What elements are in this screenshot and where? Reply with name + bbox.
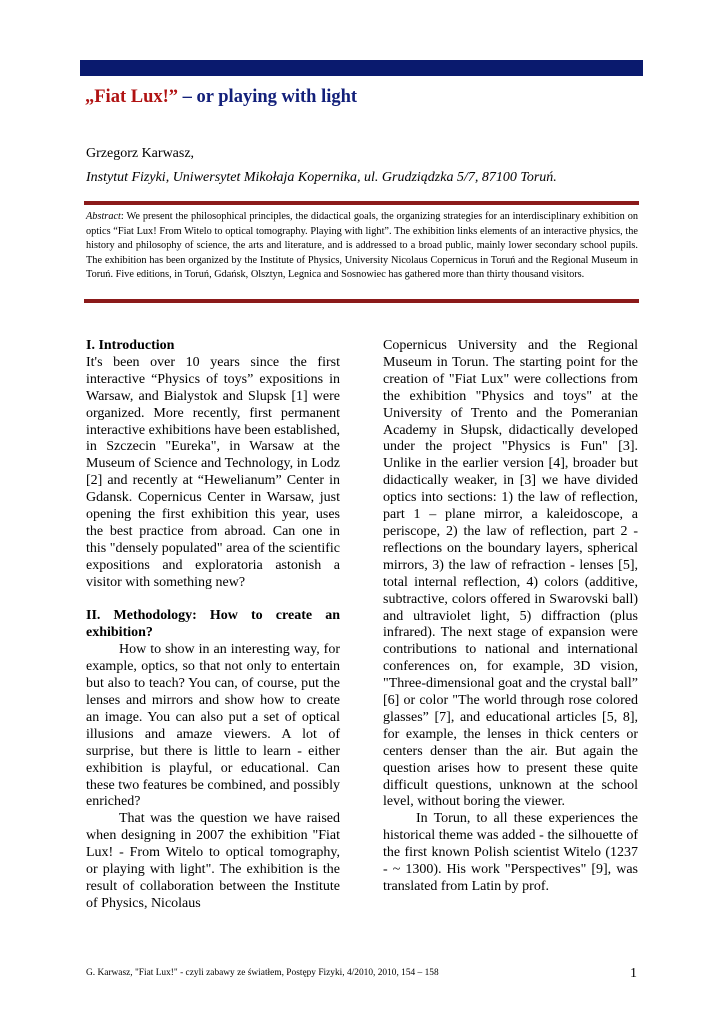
footer-citation: G. Karwasz, "Fiat Lux!" - czyli zabawy ze światłem, Postępy Fizyki, 4/2010, 2010, 154 – 158 [86, 968, 439, 978]
author-affiliation: Instytut Fizyki, Uniwersytet Mikołaja Kopernika, ul. Grudziądzka 5/7, 87100 Toruń. [86, 170, 557, 185]
right-column [383, 338, 638, 896]
methodology-paragraph-2: That was the question we have raised when designing in 2007 the exhibition "Fiat Lux! - From Witelo to optical tomography, or playing with light". The exhibition is the result of collaboration between the Institute of Physics, Nicolaus [86, 811, 340, 911]
abstract-text: : We present the philosophical principles, the didactical goals, the organizing strategies for an interdisciplinary exhibition on optics “Fiat Lux! From Witelo to optical tomography. Playing with light”. The exhibition links elements of an interactive physics, the history and philosophy of science, the arts and literature, and is addressed to a broad public, mainly lower secondary school pupils. The exhibition has been organized by the Institute of Physics, University Nicolaus Copernicus in Toruń and the Regional Museum in Toruń. Five editions, in Toruń, Gdańsk, Olsztyn, Legnica and Sosnowiec has gathered more than thirty thousand visitors. [86, 211, 638, 281]
title-quoted: „Fiat Lux!” [85, 87, 179, 107]
abstract-bottom-rule [84, 299, 639, 303]
abstract [86, 210, 638, 283]
methodology-paragraph-3: In Torun, to all these experiences the historical theme was added - the silhouette of the first known Polish scientist Witelo (1237 - ~ 1300). His work "Perspectives" [9], was translated from Latin by prof. [383, 811, 638, 894]
abstract-label: Abstract [86, 211, 121, 222]
page-number: 1 [630, 966, 637, 981]
section-heading-methodology: II. Methodology: How to create an exhibition? [86, 608, 340, 641]
introduction-paragraph: It's been over 10 years since the first interactive “Physics of toys” expositions in Warsaw, and Bialystok and Slupsk [1] were organized. More recently, first permanent interactive exhibitions have been established, in Szczecin "Eureka", in Warsaw at the Museum of Science and Technology, in Lodz [2] and recently at “Hewelianum” Center in Gdansk. Copernicus Center in Warsaw, just opening the first exhibition this year, uses the best practice from abroad. Can one in this "densely populated" area of the scientific expositions and exploratoria astonish a visitor with something new? [86, 354, 341, 590]
paper-title [85, 87, 357, 108]
methodology-paragraph-1: How to show in an interesting way, for example, optics, so that not only to entertain but also to teach? You can, of course, put the lenses and mirrors and show how to create an image. You can also put a set of optical illusions and amaze viewers. A lot of surprise, but there is little to learn - either exhibition is playful, or educational. Can these two features be combined, and possibly enriched? [86, 642, 340, 810]
methodology-paragraph-2-continued: Copernicus University and the Regional Museum in Torun. The starting point for the creation of "Fiat Lux" were collections from the exhibition "Physics and toys" at the University of Trento and the Pomeranian Academy in Słupsk, didactically developed under the project "Physics is Fun" [3]. Unlike in the earlier version [4], broader but didactically weaker, in [3] we have divided optics into sections: 1) the law of reflection, part 1 – plane mirror, a kaleidoscope, a periscope, 2) the law of reflection, part 2 - reflections on the boundary layers, spherical mirrors, 3) the law of refraction - lenses [5], total internal reflection, 4) colors (additive, subtractive, colors offered in Swarovski ball) and ultraviolet light, 5) diffraction (plus infrared). The next stage of expansion were contributions to national and international conferences on, for example, 3D vision, "Three-dimensional goat and the crystal ball” [6] or color "The world through rose colored glasses” [7], and educational articles [5, 8], for example, the lenses in thick centers or centers denser than the air. But again the question arises how to present these quite difficult questions, unknown at the school level, without boring the viewer. [383, 338, 638, 810]
title-rest: – or playing with light [178, 87, 358, 107]
abstract-top-rule [84, 201, 639, 205]
left-column [86, 338, 340, 913]
section-heading-introduction: I. Introduction [86, 338, 175, 353]
header-bar [80, 60, 643, 76]
author-name: Grzegorz Karwasz, [86, 146, 195, 161]
